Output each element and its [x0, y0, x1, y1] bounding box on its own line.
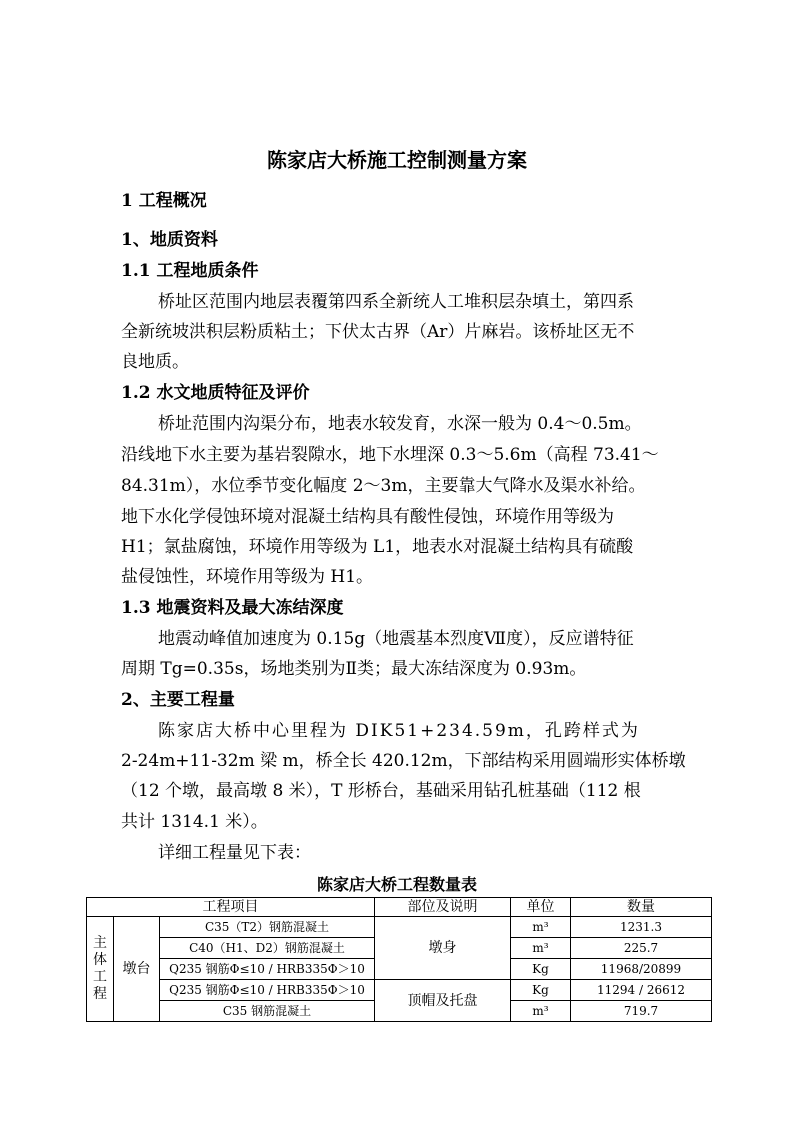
paragraph-line: 地震动峰值加速度为 0.15g（地震基本烈度Ⅶ度），反应谱特征 — [158, 629, 634, 649]
table-row — [87, 980, 712, 1001]
part-cell: 顶帽及托盘 — [375, 980, 511, 1022]
unit-cell: m³ — [511, 917, 571, 938]
table-row — [87, 917, 712, 938]
paragraph-line: （12 个墩，最高墩 8 米），T 形桥台，基础采用钻孔桩基础（112 根 — [121, 781, 641, 801]
group-cell: 主体工程 — [87, 917, 114, 1022]
item-cell: Q235 钢筋Φ≤10 / HRB335Φ＞10 — [160, 980, 375, 1001]
paragraph-line: 2-24m+11-32m 梁 m，桥全长 420.12m，下部结构采用圆端形实体桥墩 — [121, 751, 686, 771]
header-item: 工程项目 — [87, 898, 375, 917]
paragraph-line: 沿线地下水主要为基岩裂隙水，地下水埋深 0.3～5.6m（高程 73.41～ — [121, 445, 659, 465]
subsection-heading-hydrogeology: 1.2 水文地质特征及评价 — [121, 383, 310, 403]
table-header-row — [87, 898, 712, 917]
quantity-cell: 11968/20899 — [571, 959, 712, 980]
part-cell: 墩身 — [375, 917, 511, 980]
header-quantity: 数量 — [571, 898, 712, 917]
item-cell: C40（H1、D2）钢筋混凝土 — [160, 938, 375, 959]
subsection-heading-engineering-geology: 1.1 工程地质条件 — [121, 261, 259, 281]
page-title: 陈家店大桥施工控制测量方案 — [267, 148, 527, 172]
quantity-cell: 11294 / 26612 — [571, 980, 712, 1001]
paragraph-line: 桥址区范围内地层表覆第四系全新统人工堆积层杂填土，第四系 — [158, 292, 634, 312]
section-heading-geology: 1、地质资料 — [121, 230, 218, 250]
header-part: 部位及说明 — [375, 898, 511, 917]
paragraph-line: 地下水化学侵蚀环境对混凝土结构具有酸性侵蚀，环境作用等级为 — [121, 507, 614, 527]
subgroup-cell: 墩台 — [114, 917, 160, 1022]
unit-cell: m³ — [511, 1001, 571, 1022]
item-cell: C35（T2）钢筋混凝土 — [160, 917, 375, 938]
paragraph-line: 全新统坡洪积层粉质粘土；下伏太古界（Ar）片麻岩。该桥址区无不 — [121, 322, 635, 342]
unit-cell: Kg — [511, 959, 571, 980]
paragraph-line: 盐侵蚀性，环境作用等级为 H1。 — [121, 567, 374, 587]
quantity-cell: 1231.3 — [571, 917, 712, 938]
paragraph-line: 桥址范围内沟渠分布，地表水较发育，水深一般为 0.4～0.5m。 — [158, 414, 642, 434]
paragraph-line: 共计 1314.1 米）。 — [121, 812, 268, 832]
paragraph-line: 陈家店大桥中心里程为 DIK51+234.59m，孔跨样式为 — [158, 721, 640, 741]
section-heading-overview: 1 工程概况 — [121, 191, 207, 211]
quantity-cell: 225.7 — [571, 938, 712, 959]
paragraph-line: H1；氯盐腐蚀，环境作用等级为 L1，地表水对混凝土结构具有硫酸 — [121, 537, 634, 557]
quantity-table — [86, 897, 712, 1022]
paragraph-line: 84.31m），水位季节变化幅度 2～3m，主要靠大气降水及渠水补给。 — [121, 476, 646, 496]
quantity-cell: 719.7 — [571, 1001, 712, 1022]
item-cell: Q235 钢筋Φ≤10 / HRB335Φ＞10 — [160, 959, 375, 980]
unit-cell: Kg — [511, 980, 571, 1001]
paragraph-line: 周期 Tg=0.35s，场地类别为Ⅱ类；最大冻结深度为 0.93m。 — [121, 659, 587, 679]
item-cell: C35 钢筋混凝土 — [160, 1001, 375, 1022]
unit-cell: m³ — [511, 938, 571, 959]
section-heading-quantities: 2、主要工程量 — [121, 690, 235, 710]
paragraph-line: 详细工程量见下表： — [158, 843, 311, 863]
paragraph-line: 良地质。 — [121, 352, 189, 372]
table-title: 陈家店大桥工程数量表 — [316, 875, 477, 894]
header-unit: 单位 — [511, 898, 571, 917]
subsection-heading-seismic: 1.3 地震资料及最大冻结深度 — [121, 598, 344, 618]
